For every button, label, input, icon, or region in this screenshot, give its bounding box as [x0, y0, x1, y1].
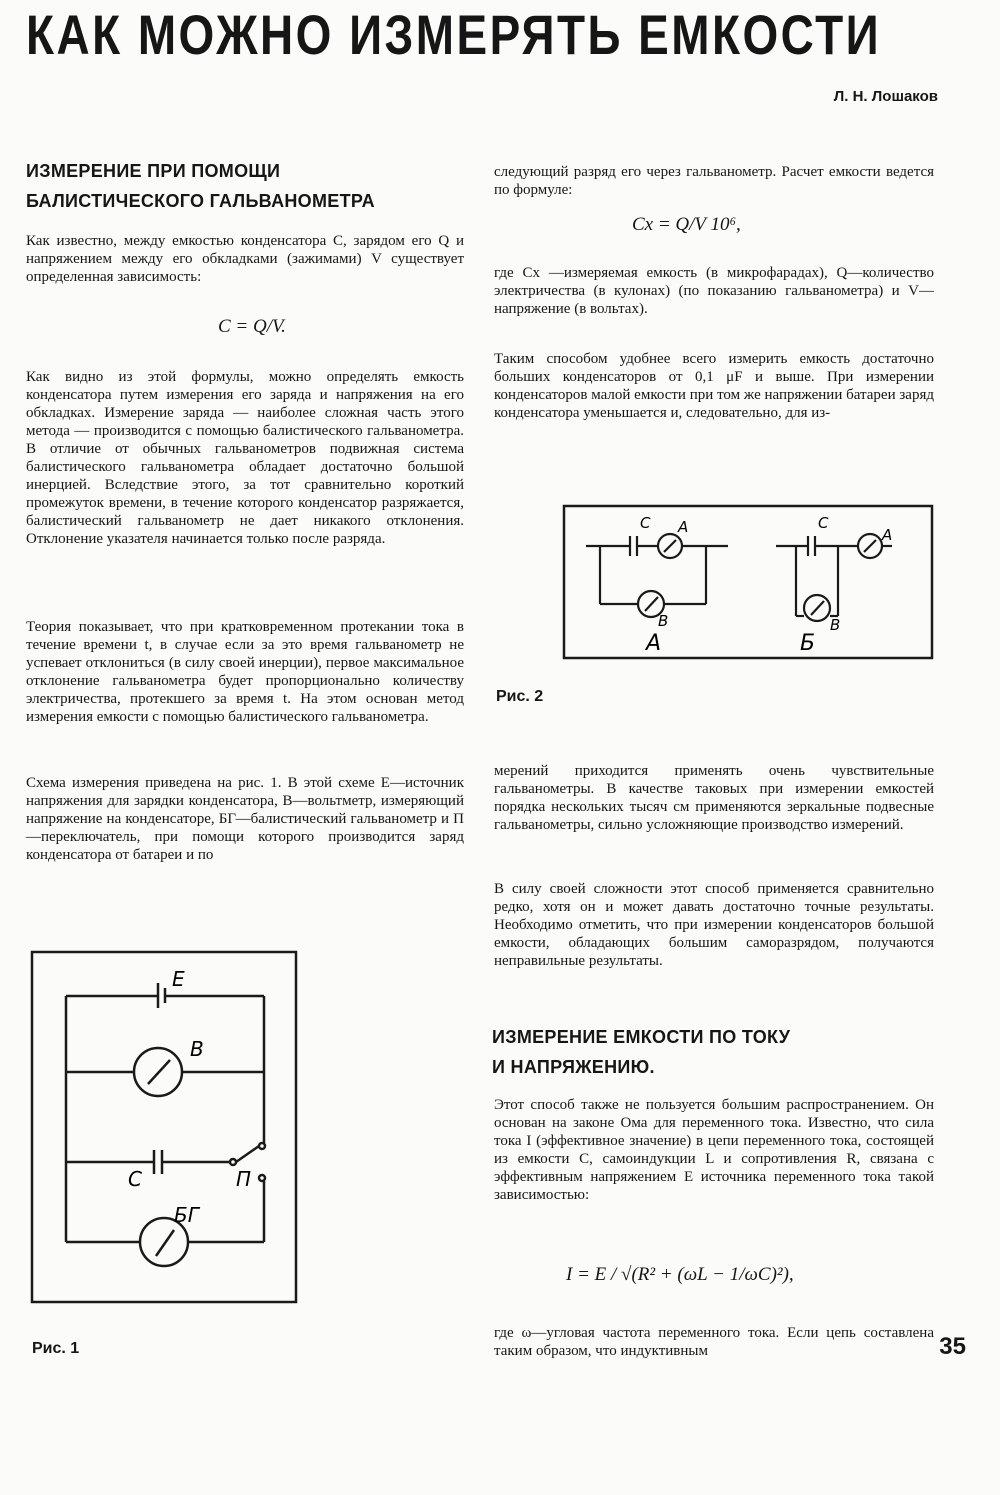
col2-paragraph-4: мерений приходится применять очень чувствительные гальванометры. В качестве таковых при измерении емкостей порядка нескольких тысяч см применяются зеркальные подвесные гальванометры, сильно усложняющие производство измерений.	[494, 763, 934, 833]
author-name: Л. Н. Лошаков	[833, 88, 938, 105]
section1-heading	[26, 156, 375, 216]
section2-heading	[492, 1022, 790, 1082]
col2-paragraph-2: где Cx —измеряемая емкость (в микрофарадах), Q—количество электричества (в кулонах) (по показанию гальванометра) и V—напряжение (в вольтах).	[494, 265, 934, 317]
section1-paragraph-1: Как известно, между емкостью конденсатора C, зарядом его Q и напряжением между его обкладками (зажимами) V существует определенная зависимость:	[26, 233, 464, 285]
fig2-label-c-left: C	[640, 514, 651, 532]
fig2-label-b-right: B	[830, 616, 841, 634]
fig2-label-c-right: C	[818, 514, 829, 532]
col2-paragraph-5: В силу своей сложности этот способ применяется сравнительно редко, хотя он и может давать достаточно точные результаты. Необходимо отметить, что при измерении конденсаторов большой емкости, обладающих большим саморазрядом, получаются неправильные результаты.	[494, 881, 934, 969]
figure-1-caption: Рис. 1	[32, 1340, 80, 1357]
fig1-label-b: B	[190, 1037, 204, 1061]
fig1-label-e: E	[172, 967, 185, 991]
fig1-label-bg: БГ	[174, 1203, 199, 1227]
col2-paragraph-1: следующий разряд его через гальванометр. Расчет емкости ведется по формуле:	[494, 164, 934, 198]
section1-paragraph-3: Теория показывает, что при кратковременном протекании тока в течение времени t, в случае если за это время гальванометр не успевает отклониться (в силу своей инерции), первое максимальное отклонение гальванометра будет пропорционально количеству электричества, протекшего за время t. На этом основан метод измерения емкости с помощью балистического гальванометра.	[26, 619, 464, 725]
fig1-label-p: П	[236, 1167, 252, 1191]
section2-heading-line1: ИЗМЕРЕНИЕ ЕМКОСТИ ПО ТОКУ	[492, 1027, 791, 1047]
figure-1-circuit	[30, 950, 300, 1306]
fig2-variant-a-label: A	[646, 631, 662, 656]
figure-2-caption: Рис. 2	[496, 688, 544, 705]
fig2-label-b-left: B	[658, 612, 669, 630]
article-title: КАК МОЖНО ИЗМЕРЯТЬ ЕМКОСТИ	[26, 3, 882, 66]
formula-cx: Cx = Q/V 10⁶,	[632, 214, 741, 235]
section2-paragraph-1: Этот способ также не пользуется большим распространением. Он основан на законе Ома для переменного тока. Известно, что сила тока I (эффективное значение) в цепи переменного тока, состоящей из емкости C, самоиндукции L и сопротивления R, связана с эффективным напряжением E источника переменного тока такой зависимостью:	[494, 1097, 934, 1203]
section1-heading-line1: ИЗМЕРЕНИЕ ПРИ ПОМОЩИ	[26, 161, 281, 181]
col2-paragraph-3: Таким способом удобнее всего измерить емкость достаточно больших конденсаторов от 0,1 μF и выше. При измерении конденсаторов малой емкости при том же напряжении батареи заряд конденсатора уменьшается и, следовательно, для из-	[494, 351, 934, 421]
figure-2-circuits	[562, 504, 934, 660]
formula-c-equals-q-over-v: C = Q/V.	[218, 316, 286, 337]
fig2-label-a-right: A	[882, 526, 893, 544]
section1-paragraph-4: Схема измерения приведена на рис. 1. В этой схеме E—источник напряжения для зарядки конденсатора, B—вольтметр, измеряющий напряжение на конденсаторе, БГ—балистический гальванометр и П—переключатель, при помощи которого производится заряд конденсатора от батареи и по	[26, 775, 464, 863]
fig2-variant-b-label: Б	[800, 631, 816, 656]
formula-ohms-law-ac: I = E / √(R² + (ωL − 1/ωC)²),	[566, 1264, 794, 1285]
section2-heading-line2: И НАПРЯЖЕНИЮ.	[492, 1057, 655, 1077]
page-number: 35	[939, 1333, 966, 1360]
section1-heading-line2: БАЛИСТИЧЕСКОГО ГАЛЬВАНОМЕТРА	[26, 191, 375, 211]
fig2-label-a-left: A	[678, 518, 689, 536]
fig1-label-c: C	[128, 1167, 142, 1191]
section1-paragraph-2: Как видно из этой формулы, можно определять емкость конденсатора путем измерения его заряда и напряжения на его обкладках. Измерение заряда — наиболее сложная часть этого метода — производится с помощью балистического гальванометра. В отличие от обычных гальванометров подвижная система балистического гальванометра обладает достаточно большой инерцией. Вследствие этого, за тот сравнительно короткий промежуток времени, в течение которого конденсатор разряжается, балистический гальванометр не дает никакого отклонения. Отклонение указателя начинается только после разряда.	[26, 369, 464, 547]
section2-paragraph-2: где ω—угловая частота переменного тока. Если цепь составлена таким образом, что индуктивным	[494, 1325, 934, 1359]
